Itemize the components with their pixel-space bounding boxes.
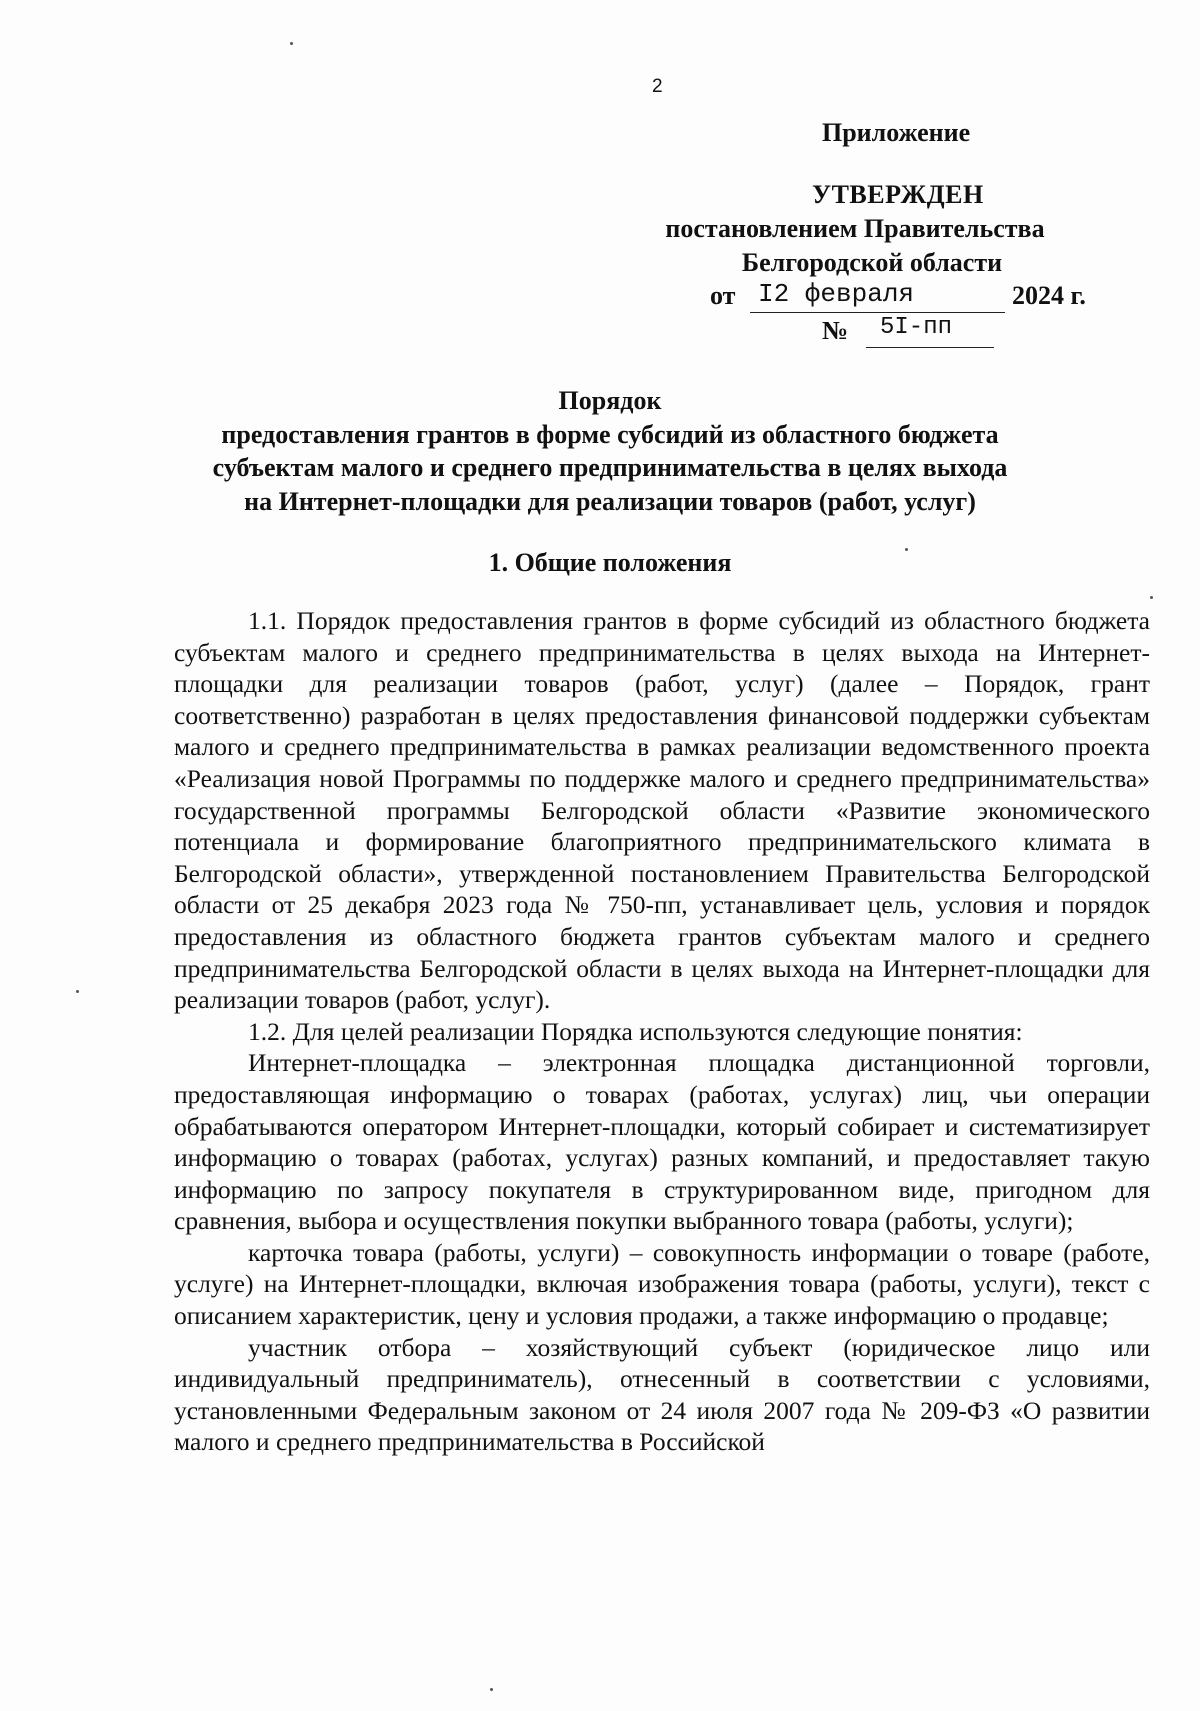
approval-number-row	[822, 316, 1122, 348]
scan-speck	[490, 1688, 493, 1691]
approval-date-row	[710, 281, 1130, 313]
title-line: предоставления грантов в форме субсидий из областного бюджета	[221, 419, 999, 449]
scan-speck	[76, 990, 79, 993]
date-year: 2024 г.	[1012, 281, 1086, 310]
number-field: 5I-пп	[866, 314, 994, 348]
paragraph: Интернет-площадка – электронная площадка дистанционной торговли, предоставляющая информацию о товарах (работах, услугах) лиц, чьи операции обрабатываются оператором Интернет-площадки, который собирает и систематизирует информацию о товарах (работах, услугах) разных компаний, и предоставляет такую информацию по запросу покупателя в структурированном виде, пригодном для сравнения, выбора и осуществления покупки выбранного товара (работы, услуги);	[174, 1048, 1150, 1236]
paragraph: 1.2. Для целей реализации Порядка используются следующие понятия:	[248, 1016, 1023, 1046]
paragraph: участник отбора – хозяйствующий субъект (юридическое лицо или индивидуальный предприниматель), отнесенный в соответствии с условиями, установленными Федеральным законом от 24 июля 2007 года № 209-ФЗ «О развитии малого и среднего предпринимательства в Российской	[174, 1332, 1150, 1457]
title-line: на Интернет-площадки для реализации товаров (работ, услуг)	[244, 486, 976, 516]
paragraph: карточка товара (работы, услуги) – совокупность информации о товаре (работе, услуге) на Интернет-площадки, включая изображения товара (работы, услуги), текст с описанием характеристик, цену и условия продажи, а также информацию о продавце;	[174, 1237, 1150, 1331]
document-title	[160, 384, 1060, 518]
section-heading: 1. Общие положения	[488, 548, 732, 577]
date-prefix: от	[710, 281, 736, 310]
scan-speck	[290, 42, 293, 45]
number-prefix: №	[822, 316, 849, 345]
appendix-label: Приложение	[822, 118, 971, 147]
approved-by-line: постановлением Правительства	[665, 214, 1045, 243]
scan-speck	[905, 548, 908, 551]
date-field: I2 февраля	[750, 279, 1005, 313]
title-line: Порядок	[558, 386, 662, 415]
approved-stamp: УТВЕРЖДЕН	[812, 180, 984, 209]
approved-region-line: Белгородской области	[741, 248, 1003, 277]
title-line: субъектам малого и среднего предпринимательства в целях выхода	[212, 453, 1008, 482]
page-number: 2	[652, 76, 663, 97]
scan-speck	[1150, 596, 1153, 599]
paragraph: 1.1. Порядок предоставления грантов в форме субсидий из областного бюджета субъектам малого и среднего предпринимательства в целях выхода на Интернет-площадки для реализации товаров (работ, услуг) (далее – Порядок, грант соответственно) разработан в целях предоставления финансовой поддержки субъектам малого и среднего предпринимательства в рамках реализации ведомственного проекта «Реализация новой Программы по поддержке малого и среднего предпринимательства» государственной программы Белгородской области «Развитие экономического потенциала и формирование благоприятного предпринимательского климата в Белгородской области», утвержденной постановлением Правительства Белгородской области от 25 декабря 2023 года № 750-пп, устанавливает цель, условия и порядок предоставления из областного бюджета грантов субъектам малого и среднего предпринимательства Белгородской области в целях выхода на Интернет-площадки для реализации товаров (работ, услуг).	[174, 606, 1150, 1015]
body-text	[174, 605, 1150, 1458]
